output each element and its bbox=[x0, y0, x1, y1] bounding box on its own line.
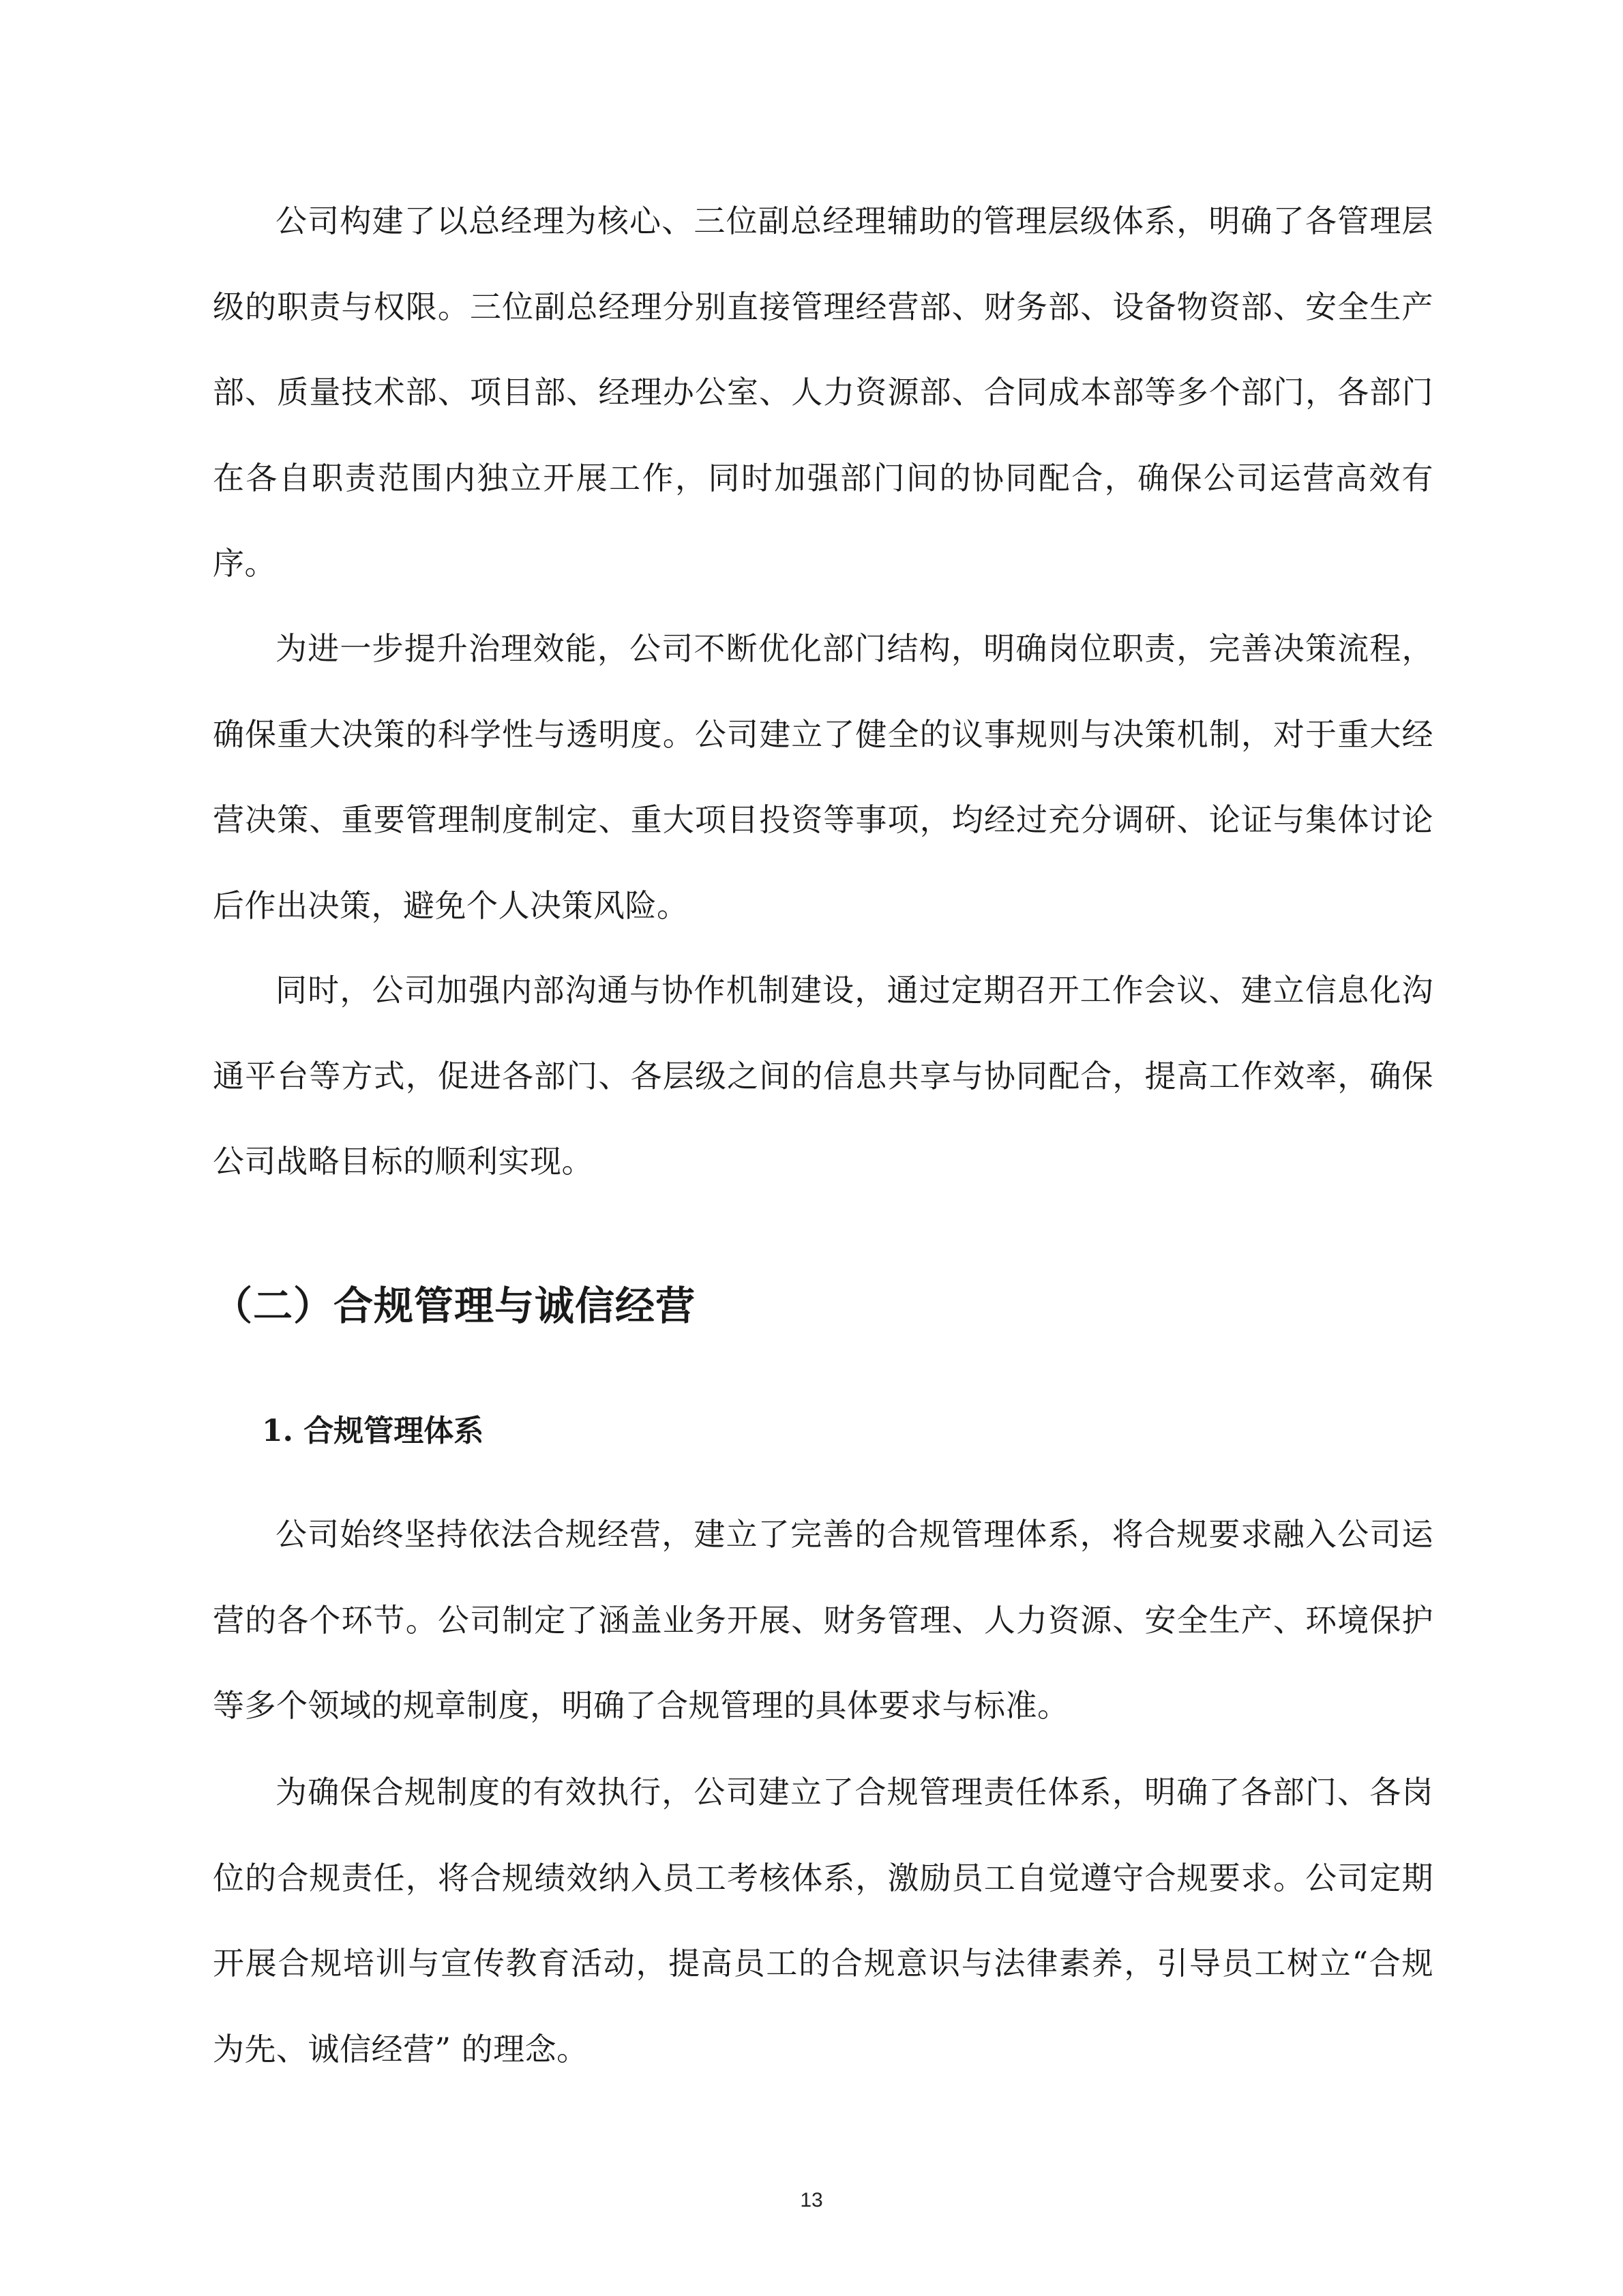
paragraph-compliance-responsibility: 为确保合规制度的有效执行，公司建立了合规管理责任体系，明确了各部门、各岗位的合规责任，将合规绩效纳入员工考核体系，激励员工自觉遵守合规要求。公司定期开展合规培训与宣传教育活动，提高员工的合规意识与法律素养，引导员工树立“合规为先、诚信经营” 的理念。 bbox=[213, 1774, 1433, 2068]
paragraph-internal-communication: 同时，公司加强内部沟通与协作机制建设，通过定期召开工作会议、建立信息化沟通平台等方式，促进各部门、各层级之间的信息共享与协同配合，提高工作效率，确保公司战略目标的顺利实现。 bbox=[213, 972, 1433, 1180]
section-heading: （二）合规管理与诚信经营 bbox=[213, 1283, 696, 1329]
paragraph-management-hierarchy: 公司构建了以总经理为核心、三位副总经理辅助的管理层级体系，明确了各管理层级的职责与权限。三位副总经理分别直接管理经营部、财务部、设备物资部、安全生产部、质量技术部、项目部、经理办公室、人力资源部、合同成本部等多个部门，各部门在各自职责范围内独立开展工作，同时加强部门间的协同配合，确保公司运营高效有序。 bbox=[213, 203, 1433, 582]
paragraph-governance-efficiency: 为进一步提升治理效能，公司不断优化部门结构，明确岗位职责，完善决策流程，确保重大决策的科学性与透明度。公司建立了健全的议事规则与决策机制，对于重大经营决策、重要管理制度制定、重大项目投资等事项，均经过充分调研、论证与集体讨论后作出决策，避免个人决策风险。 bbox=[213, 630, 1433, 924]
sub-heading: 1. 合规管理体系 bbox=[262, 1414, 484, 1448]
page-number: 13 bbox=[800, 2189, 823, 2211]
paragraph-compliance-system: 公司始终坚持依法合规经营，建立了完善的合规管理体系，将合规要求融入公司运营的各个环节。公司制定了涵盖业务开展、财务管理、人力资源、安全生产、环境保护等多个领域的规章制度，明确了合规管理的具体要求与标准。 bbox=[213, 1516, 1433, 1724]
